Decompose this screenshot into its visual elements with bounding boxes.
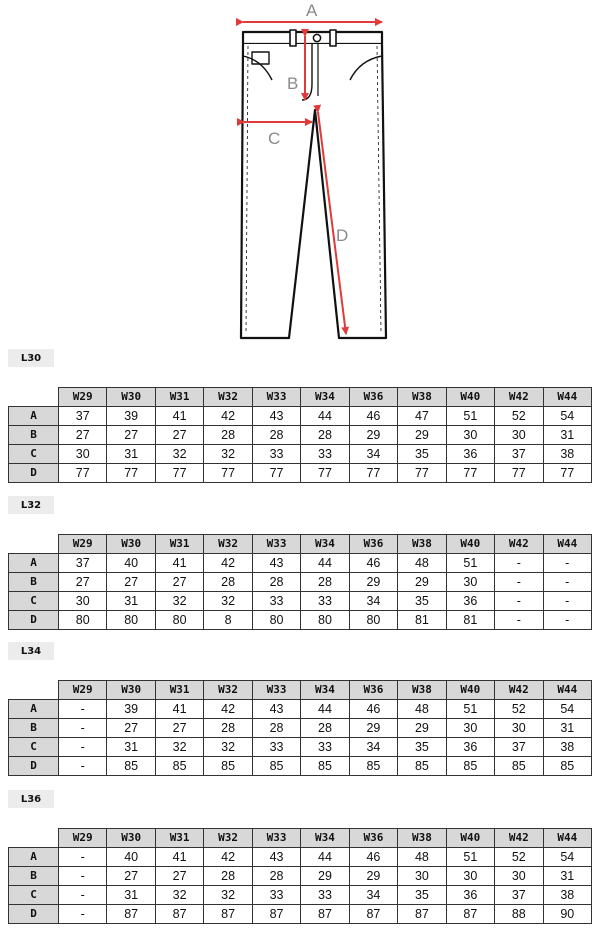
table-cell: 36: [446, 886, 494, 905]
table-cell: 28: [301, 426, 349, 445]
table-cell: 30: [59, 445, 107, 464]
table-cell: 43: [252, 848, 300, 867]
column-header: W44: [543, 829, 591, 848]
column-header: W32: [204, 829, 252, 848]
column-header: W34: [301, 681, 349, 700]
table-cell: 87: [349, 905, 397, 924]
table-cell: 85: [495, 757, 543, 776]
table-row: [9, 464, 592, 483]
column-header: W34: [301, 535, 349, 554]
table-cell: 36: [446, 445, 494, 464]
table-cell: 39: [107, 407, 155, 426]
table-cell: -: [543, 611, 591, 630]
table-cell: 28: [204, 867, 252, 886]
row-header: B: [9, 867, 59, 886]
table-cell: 87: [398, 905, 446, 924]
table-cell: 80: [155, 611, 203, 630]
column-header: W44: [543, 681, 591, 700]
table-cell: 81: [398, 611, 446, 630]
table-cell: 31: [543, 719, 591, 738]
table-cell: 30: [59, 592, 107, 611]
row-header: D: [9, 905, 59, 924]
table-cell: 37: [495, 738, 543, 757]
table-cell: 51: [446, 848, 494, 867]
row-header: A: [9, 700, 59, 719]
table-row: [9, 757, 592, 776]
table-cell: 87: [446, 905, 494, 924]
table-cell: 51: [446, 554, 494, 573]
table-cell: -: [59, 757, 107, 776]
column-header: W29: [59, 681, 107, 700]
table-cell: 41: [155, 700, 203, 719]
column-header: W36: [349, 829, 397, 848]
table-cell: 52: [495, 848, 543, 867]
table-row: [9, 611, 592, 630]
table-cell: -: [543, 573, 591, 592]
table-cell: 85: [204, 757, 252, 776]
table-cell: 48: [398, 554, 446, 573]
table-cell: 33: [252, 445, 300, 464]
column-header: W33: [252, 681, 300, 700]
table-cell: 30: [398, 867, 446, 886]
table-cell: 30: [495, 426, 543, 445]
table-cell: 46: [349, 407, 397, 426]
table-row: [9, 700, 592, 719]
table-cell: 29: [398, 426, 446, 445]
table-cell: 42: [204, 554, 252, 573]
table-cell: 33: [301, 445, 349, 464]
table-cell: 51: [446, 700, 494, 719]
jeans-illustration: [241, 30, 386, 338]
column-header: W30: [107, 535, 155, 554]
table-cell: 80: [301, 611, 349, 630]
table-cell: 52: [495, 407, 543, 426]
table-cell: 44: [301, 848, 349, 867]
table-cell: 77: [349, 464, 397, 483]
table-cell: 31: [107, 886, 155, 905]
table-cell: 27: [107, 573, 155, 592]
column-header: W33: [252, 388, 300, 407]
table-cell: 80: [107, 611, 155, 630]
table-cell: 33: [252, 738, 300, 757]
label-d: D: [336, 226, 349, 245]
table-cell: 29: [349, 426, 397, 445]
table-cell: 38: [543, 445, 591, 464]
row-header: B: [9, 573, 59, 592]
table-cell: -: [59, 700, 107, 719]
table-cell: 27: [107, 867, 155, 886]
column-header: W32: [204, 388, 252, 407]
table-cell: -: [495, 592, 543, 611]
table-cell: 32: [204, 886, 252, 905]
section-label: L30: [8, 349, 54, 367]
table-cell: 34: [349, 886, 397, 905]
table-cell: 41: [155, 848, 203, 867]
table-cell: 37: [495, 445, 543, 464]
table-cell: 27: [155, 426, 203, 445]
table-cell: 87: [107, 905, 155, 924]
table-cell: 28: [252, 867, 300, 886]
table-cell: 43: [252, 700, 300, 719]
column-header: W31: [155, 829, 203, 848]
table-cell: 34: [349, 592, 397, 611]
section-label: L32: [8, 496, 54, 514]
size-table: [8, 680, 592, 776]
table-cell: 30: [446, 719, 494, 738]
table-cell: 35: [398, 445, 446, 464]
column-header: W36: [349, 535, 397, 554]
column-header: W33: [252, 829, 300, 848]
table-cell: 28: [252, 426, 300, 445]
corner-cell: [9, 535, 59, 554]
table-cell: 29: [398, 573, 446, 592]
row-header: B: [9, 719, 59, 738]
table-cell: 90: [543, 905, 591, 924]
table-cell: 37: [59, 407, 107, 426]
table-cell: 39: [107, 700, 155, 719]
table-cell: 38: [543, 886, 591, 905]
table-cell: -: [495, 611, 543, 630]
table-cell: 52: [495, 700, 543, 719]
table-cell: 80: [252, 611, 300, 630]
row-header: A: [9, 554, 59, 573]
table-cell: 33: [252, 886, 300, 905]
table-cell: 54: [543, 848, 591, 867]
column-header: W30: [107, 681, 155, 700]
table-cell: -: [495, 573, 543, 592]
table-cell: 85: [398, 757, 446, 776]
table-cell: 27: [107, 719, 155, 738]
size-table: [8, 387, 592, 483]
column-header: W38: [398, 681, 446, 700]
table-cell: 28: [204, 426, 252, 445]
table-cell: 28: [252, 573, 300, 592]
column-header: W42: [495, 829, 543, 848]
table-cell: 32: [155, 738, 203, 757]
table-cell: 85: [543, 757, 591, 776]
table-row: [9, 426, 592, 445]
row-header: B: [9, 426, 59, 445]
table-cell: 85: [349, 757, 397, 776]
table-row: [9, 738, 592, 757]
table-cell: 77: [252, 464, 300, 483]
table-cell: -: [59, 905, 107, 924]
table-cell: 37: [59, 554, 107, 573]
table-cell: 32: [155, 445, 203, 464]
column-header: W33: [252, 535, 300, 554]
column-header: W42: [495, 535, 543, 554]
table-cell: 32: [204, 738, 252, 757]
table-cell: 46: [349, 554, 397, 573]
table-cell: 28: [252, 719, 300, 738]
header-row: [9, 535, 592, 554]
table-cell: 30: [446, 426, 494, 445]
table-cell: 40: [107, 848, 155, 867]
table-cell: 48: [398, 848, 446, 867]
table-cell: 32: [155, 592, 203, 611]
table-cell: 51: [446, 407, 494, 426]
table-cell: 27: [155, 867, 203, 886]
table-row: [9, 573, 592, 592]
table-cell: 27: [107, 426, 155, 445]
table-cell: 77: [398, 464, 446, 483]
label-b: B: [287, 74, 299, 93]
table-cell: 41: [155, 554, 203, 573]
table-cell: 36: [446, 592, 494, 611]
column-header: W40: [446, 681, 494, 700]
column-header: W34: [301, 388, 349, 407]
label-a: A: [306, 1, 318, 20]
row-header: D: [9, 757, 59, 776]
section-label: L34: [8, 642, 54, 660]
table-cell: 42: [204, 848, 252, 867]
table-cell: 30: [495, 867, 543, 886]
table-cell: 30: [495, 719, 543, 738]
table-cell: 29: [349, 867, 397, 886]
column-header: W31: [155, 388, 203, 407]
column-header: W34: [301, 829, 349, 848]
table-cell: 87: [252, 905, 300, 924]
table-cell: 42: [204, 700, 252, 719]
column-header: W32: [204, 535, 252, 554]
row-header: A: [9, 407, 59, 426]
column-header: W42: [495, 388, 543, 407]
table-cell: 30: [446, 573, 494, 592]
corner-cell: [9, 829, 59, 848]
table-cell: 32: [204, 592, 252, 611]
table-cell: 85: [252, 757, 300, 776]
table-cell: 36: [446, 738, 494, 757]
table-cell: 81: [446, 611, 494, 630]
table-cell: -: [495, 554, 543, 573]
column-header: W32: [204, 681, 252, 700]
table-cell: 41: [155, 407, 203, 426]
table-row: [9, 592, 592, 611]
column-header: W29: [59, 535, 107, 554]
table-cell: 32: [204, 445, 252, 464]
table-cell: 77: [543, 464, 591, 483]
column-header: W40: [446, 535, 494, 554]
table-cell: 31: [107, 445, 155, 464]
column-header: W29: [59, 829, 107, 848]
table-cell: 29: [349, 573, 397, 592]
table-cell: 87: [301, 905, 349, 924]
table-row: [9, 719, 592, 738]
table-row: [9, 407, 592, 426]
table-cell: 35: [398, 738, 446, 757]
corner-cell: [9, 388, 59, 407]
column-header: W40: [446, 388, 494, 407]
column-header: W42: [495, 681, 543, 700]
table-cell: 34: [349, 445, 397, 464]
table-cell: 37: [495, 886, 543, 905]
table-cell: 33: [252, 592, 300, 611]
table-cell: 43: [252, 407, 300, 426]
table-cell: 30: [446, 867, 494, 886]
header-row: [9, 681, 592, 700]
size-table: [8, 534, 592, 630]
table-cell: -: [59, 867, 107, 886]
table-cell: 8: [204, 611, 252, 630]
table-cell: 77: [155, 464, 203, 483]
table-cell: 44: [301, 407, 349, 426]
table-cell: 85: [301, 757, 349, 776]
table-cell: 77: [301, 464, 349, 483]
table-cell: 29: [398, 719, 446, 738]
section-label: L36: [8, 790, 54, 808]
column-header: W38: [398, 829, 446, 848]
table-cell: 29: [301, 867, 349, 886]
column-header: W44: [543, 535, 591, 554]
column-header: W30: [107, 829, 155, 848]
row-header: C: [9, 592, 59, 611]
table-cell: 80: [349, 611, 397, 630]
table-cell: 88: [495, 905, 543, 924]
table-row: [9, 848, 592, 867]
column-header: W36: [349, 681, 397, 700]
table-cell: 32: [155, 886, 203, 905]
table-cell: 35: [398, 592, 446, 611]
table-cell: 33: [301, 738, 349, 757]
column-header: W31: [155, 535, 203, 554]
table-cell: 29: [349, 719, 397, 738]
column-header: W38: [398, 535, 446, 554]
table-cell: 46: [349, 848, 397, 867]
header-row: [9, 829, 592, 848]
column-header: W30: [107, 388, 155, 407]
label-c: C: [268, 129, 281, 148]
table-cell: -: [59, 719, 107, 738]
table-cell: 27: [59, 426, 107, 445]
table-cell: 77: [495, 464, 543, 483]
table-cell: 38: [543, 738, 591, 757]
size-table: [8, 828, 592, 924]
row-header: A: [9, 848, 59, 867]
table-cell: 87: [204, 905, 252, 924]
table-cell: -: [59, 848, 107, 867]
table-cell: 44: [301, 554, 349, 573]
table-cell: 80: [59, 611, 107, 630]
table-cell: -: [59, 886, 107, 905]
table-cell: 54: [543, 700, 591, 719]
table-cell: 34: [349, 738, 397, 757]
table-cell: 28: [204, 719, 252, 738]
table-cell: 77: [446, 464, 494, 483]
table-cell: 44: [301, 700, 349, 719]
table-cell: 27: [155, 719, 203, 738]
table-cell: -: [543, 592, 591, 611]
table-cell: 28: [301, 719, 349, 738]
table-cell: 85: [107, 757, 155, 776]
table-cell: 40: [107, 554, 155, 573]
table-cell: 85: [155, 757, 203, 776]
table-cell: 31: [107, 592, 155, 611]
table-cell: 27: [59, 573, 107, 592]
table-cell: 77: [59, 464, 107, 483]
table-cell: 42: [204, 407, 252, 426]
table-cell: 85: [446, 757, 494, 776]
row-header: D: [9, 611, 59, 630]
row-header: C: [9, 445, 59, 464]
table-cell: 35: [398, 886, 446, 905]
table-cell: 87: [155, 905, 203, 924]
header-row: [9, 388, 592, 407]
table-cell: 43: [252, 554, 300, 573]
table-cell: 28: [301, 573, 349, 592]
column-header: W40: [446, 829, 494, 848]
table-cell: -: [543, 554, 591, 573]
table-cell: 77: [107, 464, 155, 483]
table-cell: 27: [155, 573, 203, 592]
table-cell: 31: [107, 738, 155, 757]
table-cell: -: [59, 738, 107, 757]
column-header: W29: [59, 388, 107, 407]
jeans-measurement-diagram: [0, 0, 600, 345]
table-cell: 31: [543, 867, 591, 886]
table-row: [9, 445, 592, 464]
table-cell: 33: [301, 592, 349, 611]
row-header: D: [9, 464, 59, 483]
column-header: W38: [398, 388, 446, 407]
table-cell: 48: [398, 700, 446, 719]
table-cell: 31: [543, 426, 591, 445]
table-row: [9, 554, 592, 573]
table-cell: 47: [398, 407, 446, 426]
table-row: [9, 867, 592, 886]
row-header: C: [9, 738, 59, 757]
column-header: W44: [543, 388, 591, 407]
table-cell: 77: [204, 464, 252, 483]
table-row: [9, 886, 592, 905]
corner-cell: [9, 681, 59, 700]
table-cell: 33: [301, 886, 349, 905]
table-cell: 28: [204, 573, 252, 592]
table-cell: 54: [543, 407, 591, 426]
column-header: W36: [349, 388, 397, 407]
table-row: [9, 905, 592, 924]
column-header: W31: [155, 681, 203, 700]
table-cell: 46: [349, 700, 397, 719]
row-header: C: [9, 886, 59, 905]
